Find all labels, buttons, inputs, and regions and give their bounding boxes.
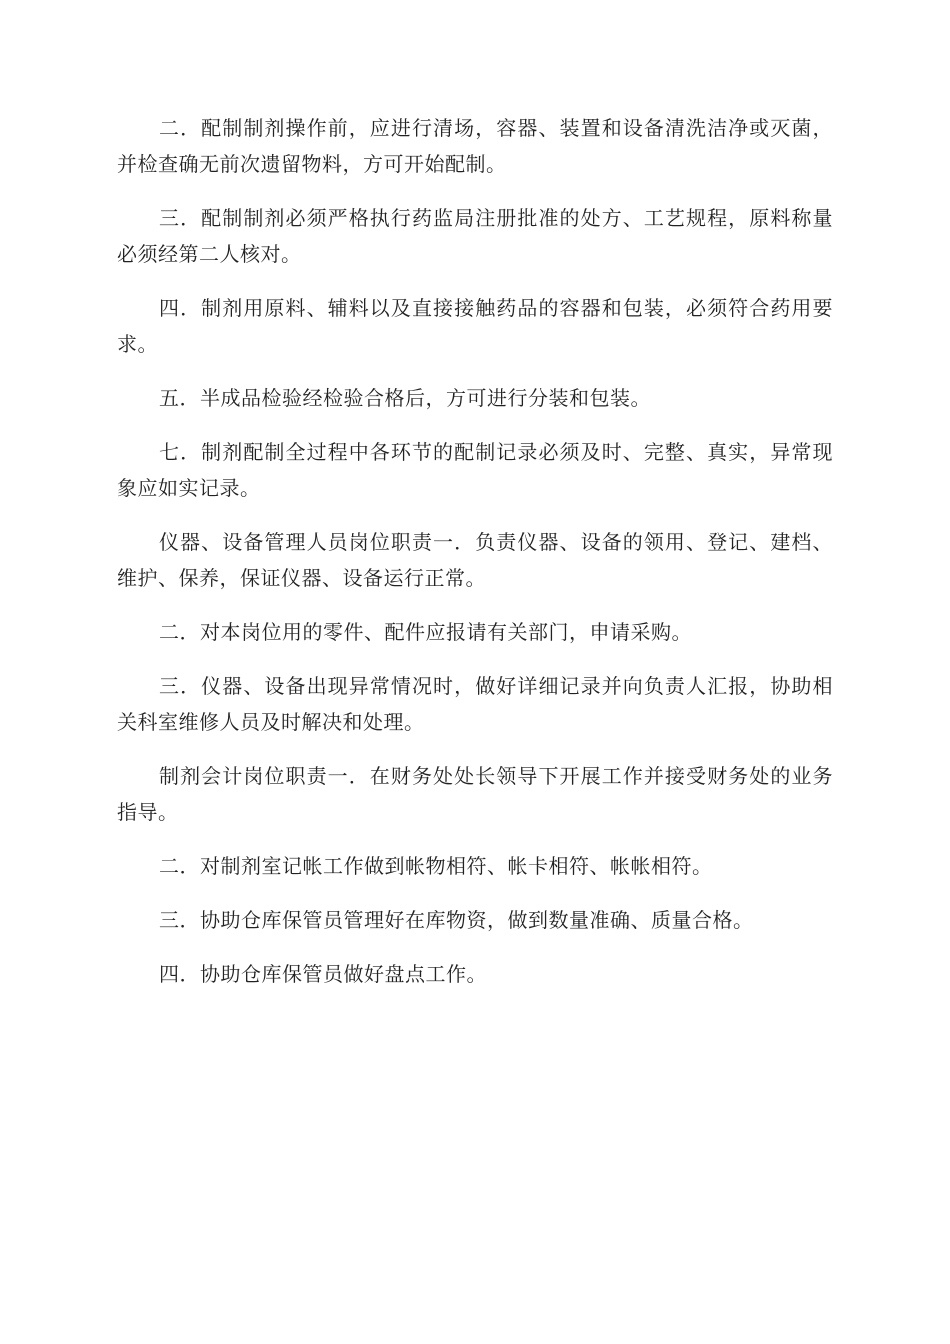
paragraph-7: 二．对本岗位用的零件、配件应报请有关部门，申请采购。 xyxy=(159,620,692,644)
paragraph-4: 五．半成品检验经检验合格后，方可进行分装和包装。 xyxy=(159,386,651,410)
paragraph-12: 四．协助仓库保管员做好盘点工作。 xyxy=(159,962,487,986)
paragraph-2: 三．配制制剂必须严格执行药监局注册批准的处方、工艺规程，原料称量必须经第二人核对。 xyxy=(117,206,833,266)
paragraph-11: 三．协助仓库保管员管理好在库物资，做到数量准确、质量合格。 xyxy=(159,908,754,932)
paragraph-8: 三．仪器、设备出现异常情况时，做好详细记录并向负责人汇报，协助相关科室维修人员及时解决和处理。 xyxy=(117,674,833,734)
paragraph-9: 制剂会计岗位职责一．在财务处处长领导下开展工作并接受财务处的业务指导。 xyxy=(117,764,833,824)
document-body xyxy=(117,110,833,1010)
paragraph-5: 七．制剂配制全过程中各环节的配制记录必须及时、完整、真实，异常现象应如实记录。 xyxy=(117,440,833,500)
paragraph-10: 二．对制剂室记帐工作做到帐物相符、帐卡相符、帐帐相符。 xyxy=(159,854,713,878)
paragraph-6: 仪器、设备管理人员岗位职责一．负责仪器、设备的领用、登记、建档、维护、保养，保证仪器、设备运行正常。 xyxy=(117,530,833,590)
paragraph-1: 二．配制制剂操作前，应进行清场，容器、装置和设备清洗洁净或灭菌，并检查确无前次遗留物料，方可开始配制。 xyxy=(117,116,833,176)
paragraph-3: 四．制剂用原料、辅料以及直接接触药品的容器和包装，必须符合药用要求。 xyxy=(117,296,833,356)
